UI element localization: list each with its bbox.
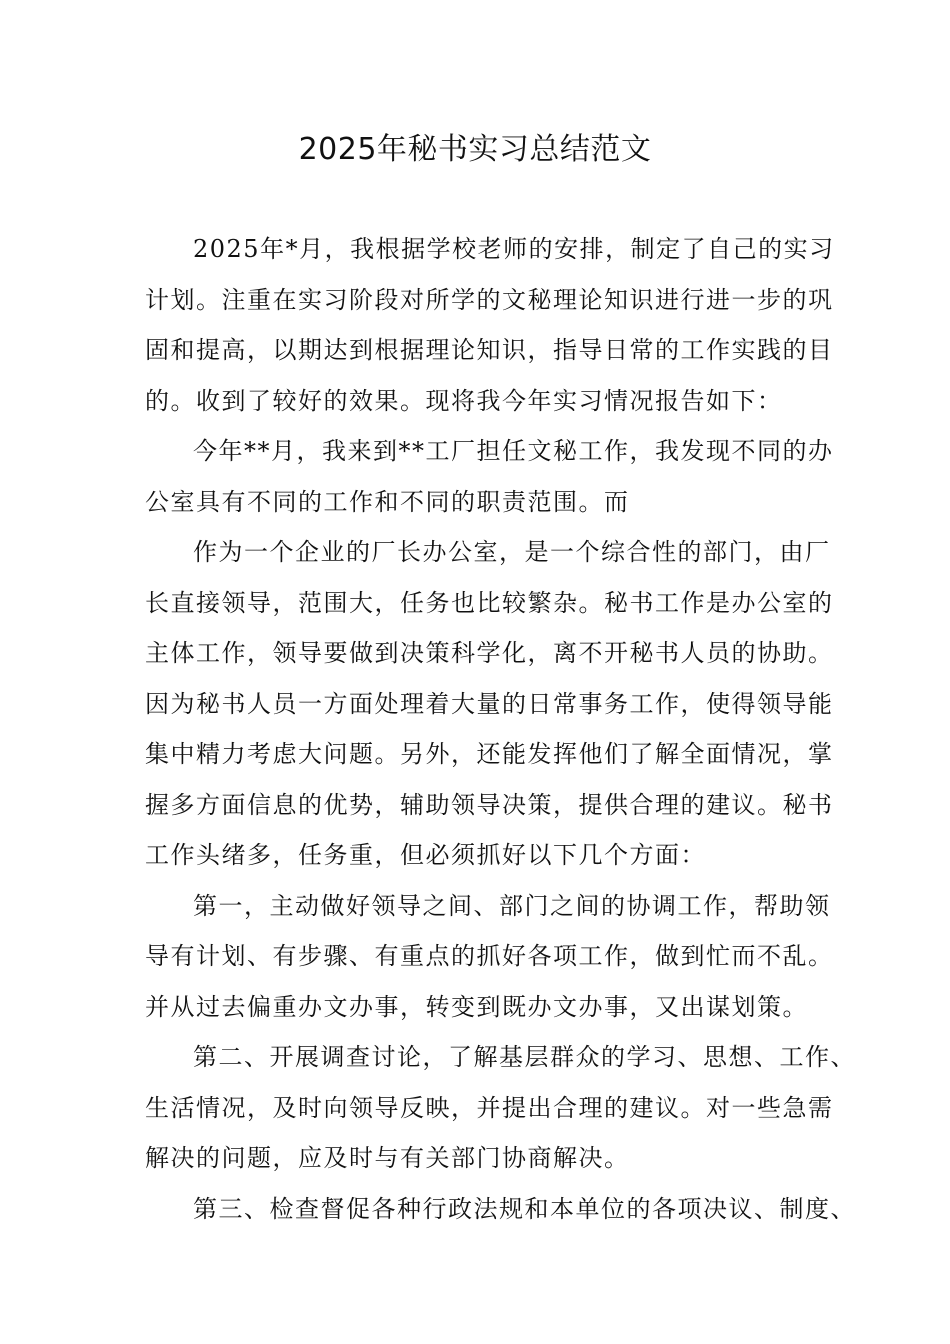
body-line: 公室具有不同的工作和不同的职责范围。而	[145, 487, 630, 516]
body-line: 计划。注重在实习阶段对所学的文秘理论知识进行进一步的巩	[145, 285, 834, 314]
body-line: 第一，主动做好领导之间、部门之间的协调工作，帮助领	[193, 891, 831, 920]
body-line: 作为一个企业的厂长办公室，是一个综合性的部门，由厂	[193, 538, 831, 566]
body-line: 导有计划、有步骤、有重点的抓好各项工作，做到忙而不乱。	[145, 942, 834, 970]
body-line: 长直接领导，范围大，任务也比较繁杂。秘书工作是办公室的	[145, 588, 834, 617]
body-line: 2025年*月，我根据学校老师的安排，制定了自己的实习	[193, 235, 835, 263]
body-line: 工作头绪多，任务重，但必须抓好以下几个方面：	[145, 841, 706, 869]
document-title: 2025年秘书实习总结范文	[298, 132, 652, 167]
body-line: 并从过去偏重办文办事，转变到既办文办事，又出谋划策。	[145, 992, 808, 1021]
body-line: 生活情况，及时向领导反映，并提出合理的建议。对一些急需	[145, 1093, 834, 1122]
body-line: 解决的问题，应及时与有关部门协商解决。	[145, 1144, 630, 1172]
body-line: 第二、开展调查讨论，了解基层群众的学习、思想、工作、	[193, 1043, 856, 1071]
body-line: 固和提高，以期达到根据理论知识，指导日常的工作实践的目	[145, 336, 834, 364]
body-line: 第三、检查督促各种行政法规和本单位的各项决议、制度、	[193, 1194, 856, 1223]
body-line: 的。收到了较好的效果。现将我今年实习情况报告如下：	[145, 386, 783, 415]
document-body	[145, 231, 856, 1241]
body-line: 主体工作，领导要做到决策科学化，离不开秘书人员的协助。	[145, 639, 834, 667]
body-line: 因为秘书人员一方面处理着大量的日常事务工作，使得领导能	[145, 689, 834, 718]
body-line: 集中精力考虑大问题。另外，还能发挥他们了解全面情况，掌	[145, 740, 834, 768]
body-line: 握多方面信息的优势，辅助领导决策，提供合理的建议。秘书	[145, 790, 834, 819]
body-line: 今年**月，我来到**工厂担任文秘工作，我发现不同的办	[193, 437, 834, 465]
